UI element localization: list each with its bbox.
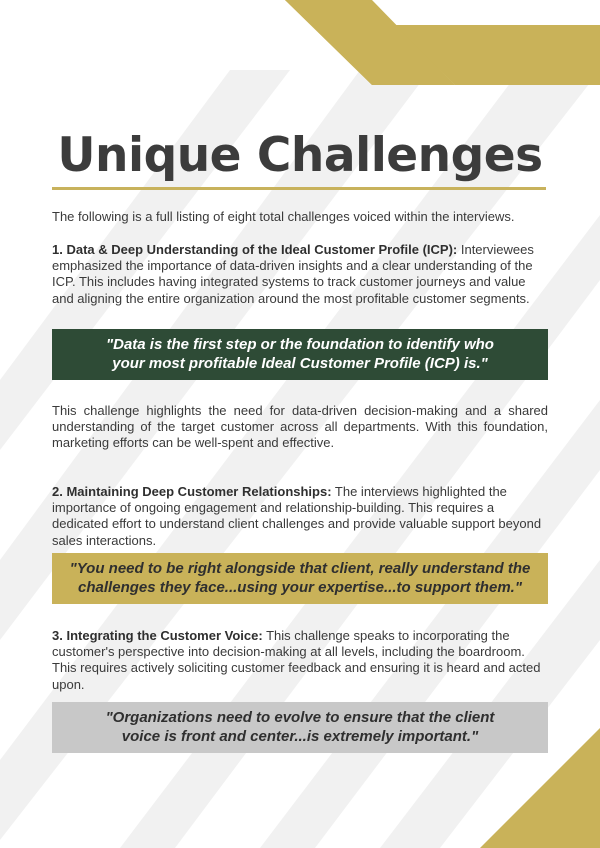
quote-2-line-2: challenges they face...using your expertise...to support them."	[78, 578, 522, 596]
challenge-1-heading: 1. Data & Deep Understanding of the Ideal Customer Profile (ICP):	[52, 242, 458, 257]
quote-box-1	[52, 329, 548, 380]
quote-3-line-2: voice is front and center...is extremely important."	[121, 727, 479, 745]
challenge-1-body: Interviewees emphasized the importance of data-driven insights and a clear understanding of the ICP. This includes having integrated systems to track customer journeys and value and aligning the entire organization around the most profitable customer segments.	[52, 242, 534, 306]
challenge-1-follow-up: This challenge highlights the need for data-driven decision-making and a shared understanding of the target customer across all departments. With this foundation, marketing efforts can be well-spent and effective.	[52, 403, 548, 451]
challenge-3-body: This challenge speaks to incorporating the customer's perspective into decision-making at all levels, including the boardroom. This requires actively soliciting customer feedback and ensuring it is heard and acted upon.	[52, 628, 541, 692]
quote-3-line-1: "Organizations need to evolve to ensure that the client	[105, 709, 495, 726]
challenge-2-paragraph	[52, 484, 548, 549]
challenge-3-paragraph	[52, 628, 548, 693]
title-underline	[52, 187, 546, 190]
intro-paragraph: The following is a full listing of eight total challenges voiced within the interviews.	[52, 209, 515, 224]
challenge-1-paragraph	[52, 242, 548, 307]
quote-1-line-1: "Data is the first step or the foundation to identify who	[106, 336, 494, 353]
quote-1-line-2: your most profitable Ideal Customer Profile (ICP) is."	[112, 354, 488, 372]
challenge-2-heading: 2. Maintaining Deep Customer Relationships:	[52, 484, 332, 499]
quote-box-3	[52, 702, 548, 753]
quote-2-line-1: "You need to be right alongside that client, really understand the	[69, 560, 531, 577]
challenge-3-heading: 3. Integrating the Customer Voice:	[52, 628, 263, 643]
page-title: Unique Challenges	[57, 128, 543, 183]
challenge-2-body: The interviews highlighted the importance of ongoing engagement and relationship-building. This requires a dedicated effort to understand client challenges and provide valuable support beyond sales interactions.	[52, 484, 542, 548]
quote-box-2	[52, 553, 548, 604]
